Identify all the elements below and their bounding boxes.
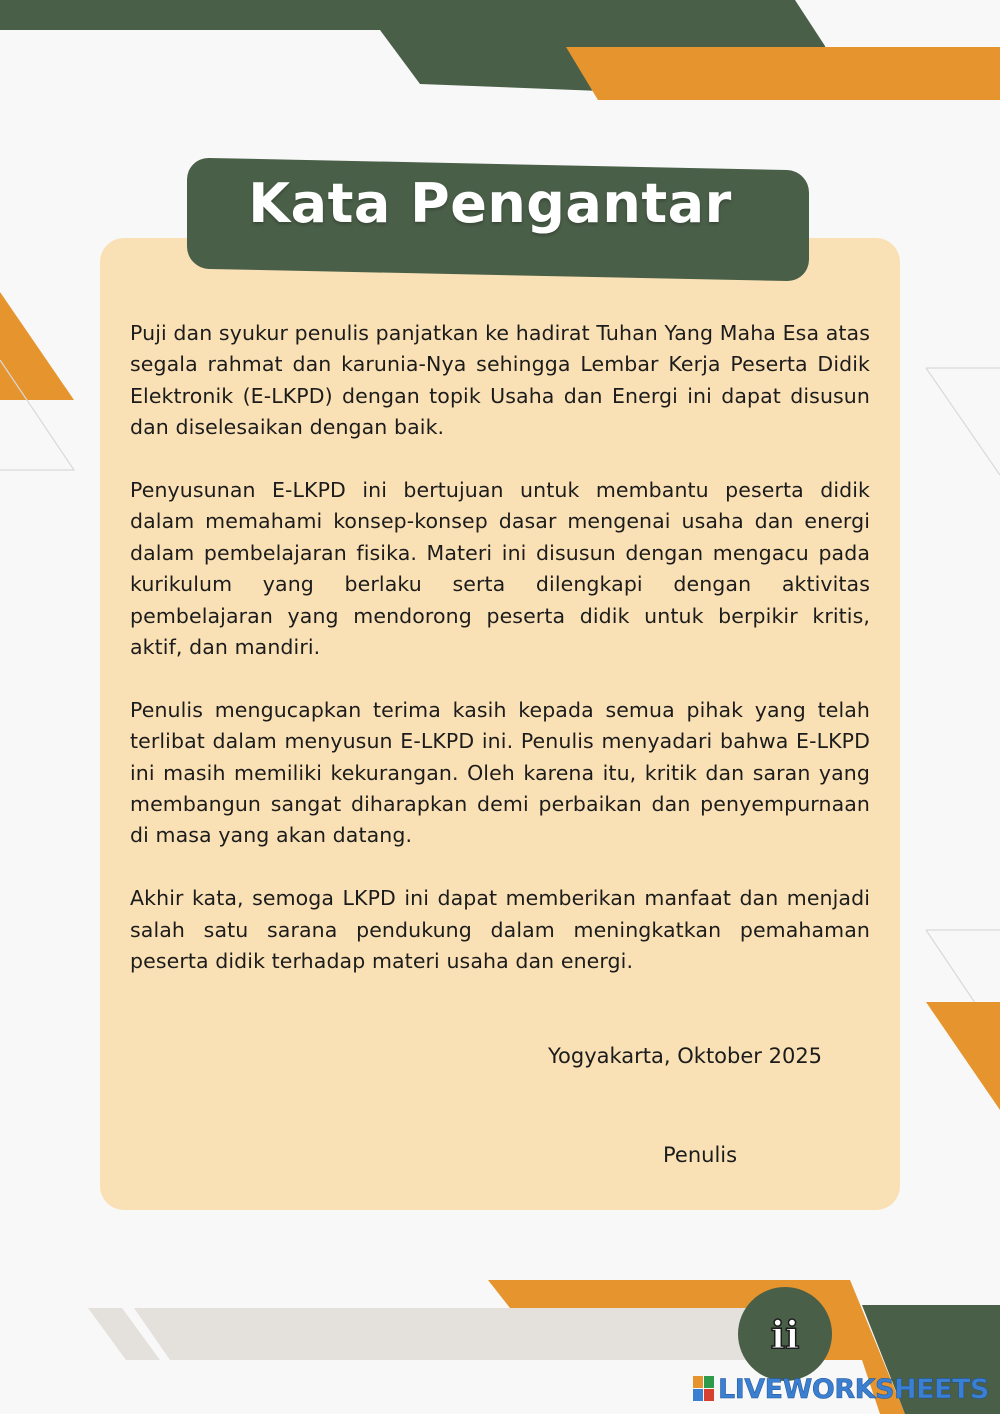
paragraph-2: Penyusunan E-LKPD ini bertujuan untuk membantu peserta didik dalam memahami konsep-konsep dasar mengenai usaha dan energi dalam pembelajaran fisika. Materi ini disusun dengan mengacu pada kurikulum yang berlaku serta dilengkapi dengan aktivitas pembelajaran yang mendorong peserta didik untuk berpikir kritis, aktif, dan mandiri.: [130, 478, 870, 660]
page-number: ii: [770, 1311, 800, 1357]
liveworksheets-logo-icon: [693, 1376, 715, 1402]
liveworksheets-watermark: [693, 1373, 989, 1405]
page-title: Kata Pengantar: [248, 172, 732, 235]
right-orange-triangle: [926, 1002, 1000, 1110]
left-orange-triangle: [0, 292, 74, 400]
place-date: Yogyakarta, Oktober 2025: [548, 1044, 823, 1068]
paragraph-3: Penulis mengucapkan terima kasih kepada semua pihak yang telah terlibat dalam menyusun E-LKPD ini. Penulis menyadari bahwa E-LKPD ini masih memiliki kekurangan. Oleh karena itu, kritik dan saran yang membangun sangat diharapkan demi perbaikan dan penyempurnaan di masa yang akan datang.: [130, 697, 870, 848]
page-number-badge: [738, 1287, 832, 1381]
paragraph-1: Puji dan syukur penulis panjatkan ke hadirat Tuhan Yang Maha Esa atas segala rahmat dan karunia-Nya sehingga Lembar Kerja Peserta Didik Elektronik (E-LKPD) dengan topik Usaha dan Energi ini dapat disusun dan diselesaikan dengan baik.: [130, 321, 870, 440]
watermark-text: LIVEWORKSHEETS: [718, 1373, 989, 1405]
right-thin-line-top-diag: [926, 368, 1000, 475]
bottom-gray-band: [134, 1308, 780, 1360]
paragraph-4: Akhir kata, semoga LKPD ini dapat memberikan manfaat dan menjadi salah satu sarana pendukung dalam meningkatkan pemahaman peserta didik terhadap materi usaha dan energi.: [130, 886, 870, 974]
top-orange-band: [566, 47, 1000, 100]
signer: Penulis: [663, 1143, 738, 1167]
body-text: [130, 318, 870, 1009]
